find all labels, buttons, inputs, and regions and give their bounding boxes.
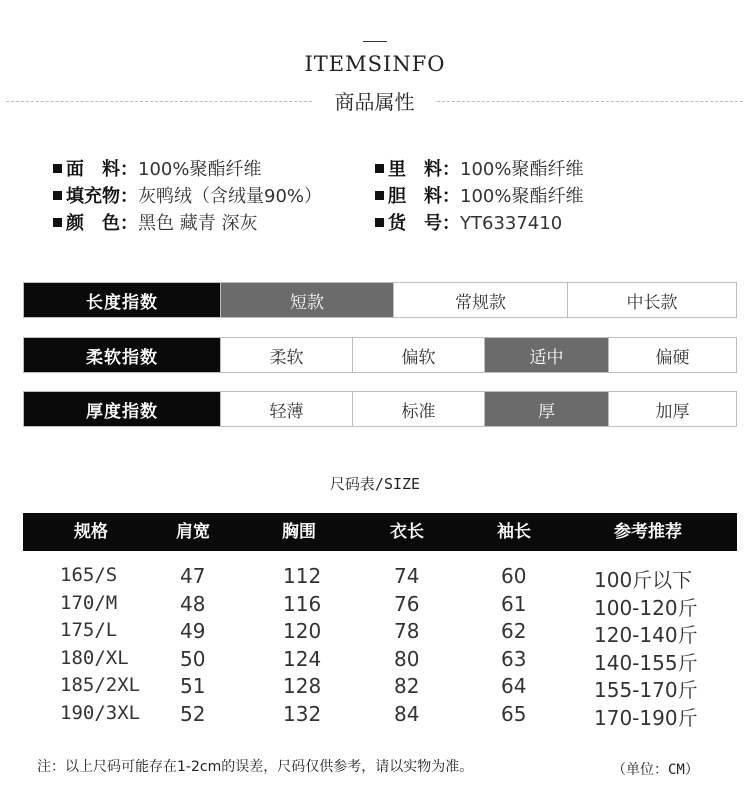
attr-item-no (375, 209, 562, 235)
size-value-cell: 51 (180, 674, 206, 698)
size-value-cell: 132 (283, 701, 322, 726)
attr-label: 填充物： (66, 186, 138, 207)
size-label-cell: 180/XL (60, 646, 129, 669)
bullet-square-icon (53, 191, 62, 200)
attr-label: 货 号： (388, 213, 460, 234)
size-value-cell: 120 (283, 619, 322, 643)
size-value-cell: 61 (501, 591, 527, 616)
size-value-cell: 62 (501, 619, 527, 643)
attr-value: YT6337410 (460, 213, 563, 234)
softness-index-bar (23, 337, 737, 373)
thickness-option: 轻薄 (220, 392, 352, 426)
size-value-cell: 74 (394, 564, 420, 588)
size-value-cell: 49 (180, 619, 206, 643)
attr-label: 面 料： (66, 159, 138, 180)
attr-label: 胆 料： (388, 186, 460, 207)
size-table-header (23, 513, 737, 551)
attr-value: 100%聚酯纤维 (460, 159, 584, 180)
length-index-label: 长度指数 (24, 283, 220, 317)
attr-label: 颜 色： (66, 213, 138, 234)
header-cell: 胸围 (282, 522, 316, 542)
softness-index-label: 柔软指数 (24, 338, 220, 372)
size-value-cell: 50 (180, 646, 206, 671)
size-value-cell: 60 (501, 564, 527, 588)
softness-option: 柔软 (220, 338, 352, 372)
unit-note: （单位：CM） (612, 762, 699, 778)
thickness-option: 标准 (352, 392, 484, 426)
size-label-cell: 175/L (60, 619, 118, 641)
divider-left (6, 101, 312, 102)
title-accent-line (363, 41, 387, 42)
thickness-option: 加厚 (608, 392, 736, 426)
attr-value: 100%聚酯纤维 (138, 159, 262, 180)
thickness-index-label: 厚度指数 (24, 392, 220, 426)
bullet-square-icon (53, 218, 62, 227)
size-table-title: 尺码表/SIZE (329, 475, 421, 493)
size-value-cell: 155-170斤 (594, 678, 698, 702)
bullet-square-icon (375, 218, 384, 227)
thickness-option: 厚 (484, 392, 608, 426)
title-en: ITEMSINFO (304, 52, 446, 76)
softness-option: 偏软 (352, 338, 484, 372)
size-value-cell: 140-155斤 (594, 650, 698, 675)
size-value-cell: 76 (394, 591, 420, 616)
size-value-cell: 124 (283, 646, 322, 671)
length-index-bar (23, 282, 737, 318)
size-value-cell: 78 (394, 619, 420, 643)
attr-filling (53, 182, 322, 208)
header-cell: 规格 (74, 522, 108, 542)
header-cell: 肩宽 (176, 522, 210, 542)
attr-lining (375, 155, 583, 181)
softness-option: 偏硬 (608, 338, 736, 372)
attr-value: 灰鸭绒（含绒量90%） (138, 186, 323, 207)
size-value-cell: 47 (180, 564, 206, 588)
thickness-index-bar (23, 391, 737, 427)
size-value-cell: 80 (394, 646, 420, 671)
size-value-cell: 64 (501, 674, 527, 698)
length-option: 中长款 (567, 283, 736, 317)
size-value-cell: 116 (283, 591, 322, 616)
bullet-square-icon (375, 164, 384, 173)
length-option: 常规款 (393, 283, 567, 317)
header-cell: 袖长 (497, 522, 531, 542)
divider-right (437, 101, 743, 102)
header-cell: 参考推荐 (614, 522, 682, 542)
attr-label: 里 料： (388, 159, 460, 180)
size-value-cell: 112 (283, 564, 322, 588)
size-value-cell: 128 (283, 674, 322, 698)
size-value-cell: 120-140斤 (594, 623, 698, 647)
size-value-cell: 100-120斤 (594, 595, 698, 620)
title-cn: 商品属性 (334, 90, 415, 114)
attr-color (53, 209, 257, 235)
size-label-cell: 165/S (60, 564, 118, 586)
size-value-cell: 84 (394, 701, 420, 726)
size-value-cell: 170-190斤 (594, 705, 698, 730)
size-value-cell: 100斤以下 (594, 568, 693, 592)
attr-value: 黑色 藏青 深灰 (138, 213, 258, 234)
length-option: 短款 (220, 283, 393, 317)
header-cell: 衣长 (390, 522, 424, 542)
size-value-cell: 52 (180, 701, 206, 726)
attr-fabric (53, 155, 261, 181)
size-value-cell: 82 (394, 674, 420, 698)
size-value-cell: 65 (501, 701, 527, 726)
bullet-square-icon (375, 191, 384, 200)
size-label-cell: 185/2XL (60, 674, 141, 696)
size-label-cell: 190/3XL (60, 701, 141, 724)
softness-option: 适中 (484, 338, 608, 372)
footer-note: 注：以上尺码可能存在1-2cm的误差，尺码仅供参考，请以实物为准。 (37, 759, 474, 775)
size-value-cell: 63 (501, 646, 527, 671)
attr-value: 100%聚酯纤维 (460, 186, 584, 207)
size-value-cell: 48 (180, 591, 206, 616)
bullet-square-icon (53, 164, 62, 173)
size-label-cell: 170/M (60, 591, 118, 614)
title-cn-row (0, 86, 750, 116)
attr-inner (375, 182, 583, 208)
